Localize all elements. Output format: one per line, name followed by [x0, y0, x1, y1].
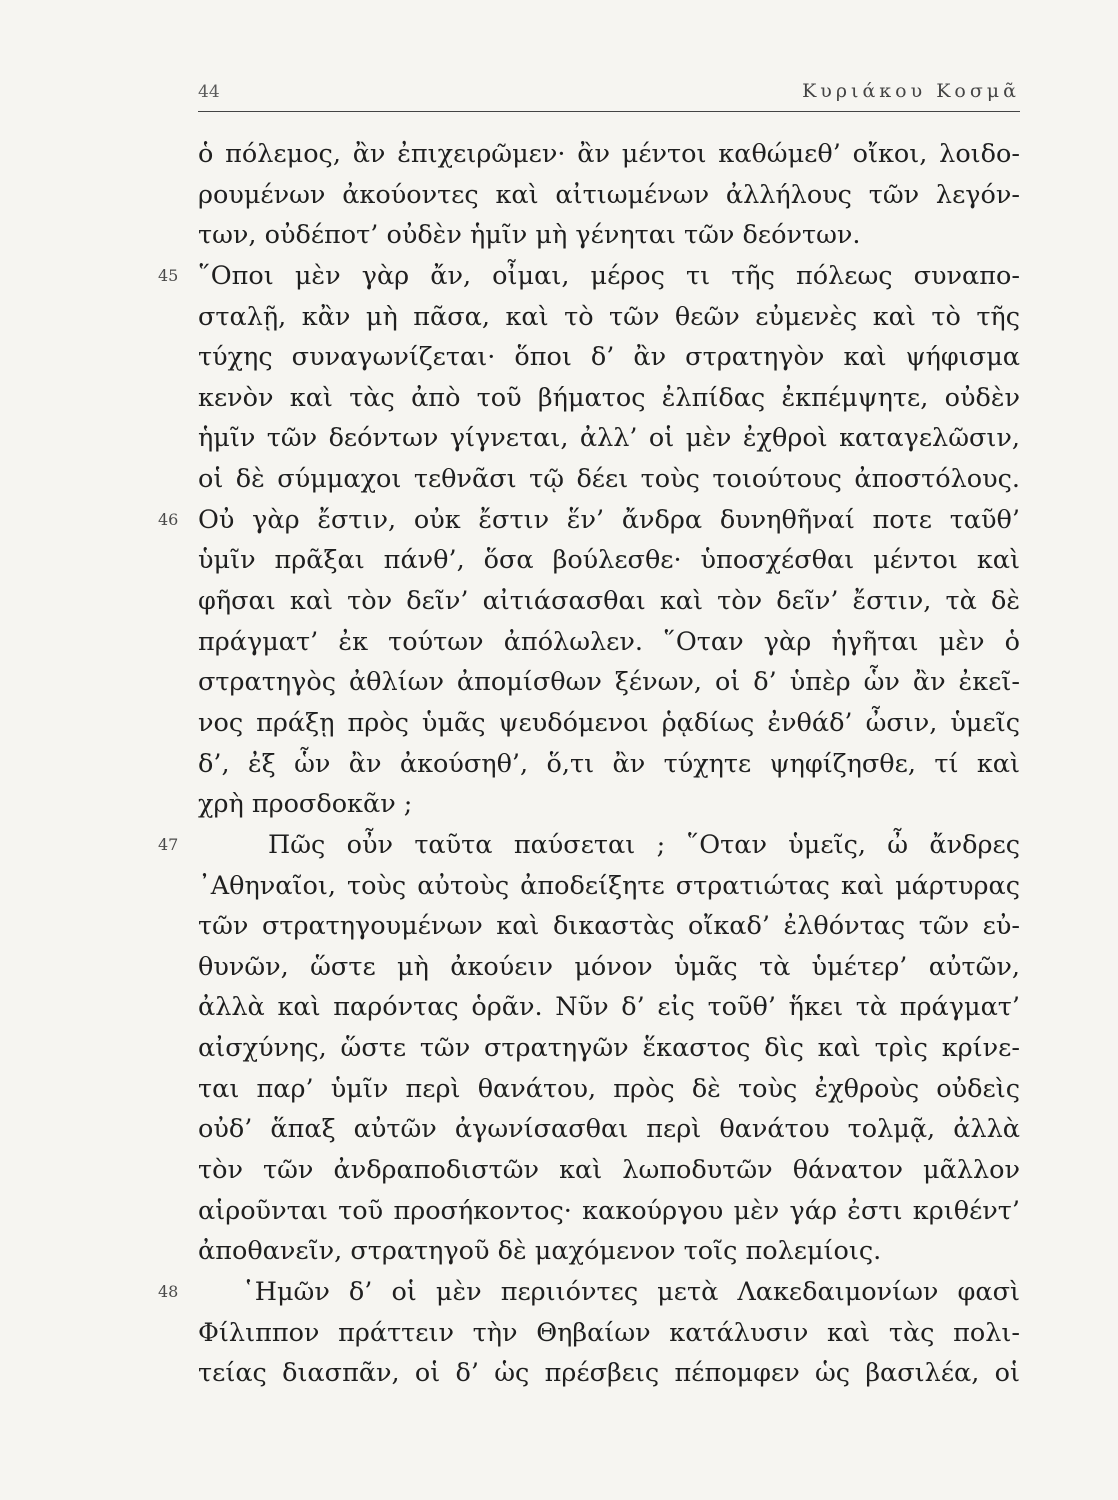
text-line: των, οὐδέποτ’ οὐδὲν ἡμῖν μὴ γένηται τῶν δεόντων.: [198, 220, 861, 251]
page-header: [198, 78, 1020, 112]
text-line: αἰσχύνης, ὥστε τῶν στρατηγῶν ἕκαστος δὶς καὶ τρὶς κρίνε-: [198, 1033, 1020, 1064]
text-line: χρὴ προσδοκᾶν ;: [198, 789, 413, 820]
text-line-content: ῞Οποι μὲν γὰρ ἄν, οἶμαι, μέρος τι τῆς πόλεως συναπο-: [198, 260, 1020, 291]
text-line: πράγματ’ ἐκ τούτων ἀπόλωλεν. ῞Οταν γὰρ ἡγῆται μὲν ὁ: [198, 626, 1020, 657]
text-line: ται παρ’ ὑμῖν περὶ θανάτου, πρὸς δὲ τοὺς ἐχθροὺς οὐδεὶς: [198, 1073, 1020, 1104]
text-line: ρουμένων ἀκούοντες καὶ αἰτιωμένων ἀλλήλους τῶν λεγόν-: [198, 179, 1020, 210]
text-line-content: Πῶς οὖν ταῦτα παύσεται ; ῞Οταν ὑμεῖς, ὦ ἄνδρες: [268, 829, 1020, 860]
text-line: τείας διασπᾶν, οἱ δ’ ὡς πρέσβεις πέπομφεν ὡς βασιλέα, οἱ: [198, 1358, 1020, 1389]
text-line-content: ῾Ημῶν δ’ οἱ μὲν περιιόντες μετὰ Λακεδαιμονίων φασὶ: [242, 1276, 1020, 1307]
text-line: στρατηγὸς ἀθλίων ἀπομίσθων ξένων, οἱ δ’ ὑπὲρ ὧν ἂν ἐκεῖ-: [198, 667, 1020, 698]
text-line: ἀποθανεῖν, στρατηγοῦ δὲ μαχόμενον τοῖς πολεμίοις.: [198, 1236, 882, 1267]
text-line: ᾽Αθηναῖοι, τοὺς αὐτοὺς ἀποδείξητε στρατιώτας καὶ μάρτυρας: [198, 870, 1020, 901]
text-line: τὸν τῶν ἀνδραποδιστῶν καὶ λωποδυτῶν θάνατον μᾶλλον: [198, 1155, 1020, 1186]
text-line: οἱ δὲ σύμμαχοι τεθνᾶσι τῷ δέει τοὺς τοιούτους ἀποστόλους.: [198, 464, 1020, 495]
text-line: ἀλλὰ καὶ παρόντας ὁρᾶν. Νῦν δ’ εἰς τοῦθ’ ἥκει τὰ πράγματ’: [198, 992, 1020, 1023]
running-title: Κυριάκου Κοσμᾶ: [802, 80, 1020, 102]
header-rule: [198, 111, 1020, 112]
text-line: ὑμῖν πρᾶξαι πάνθ’, ὅσα βούλεσθε· ὑποσχέσθαι μέντοι καὶ: [198, 545, 1020, 576]
section-number: 48: [158, 1281, 179, 1301]
text-line: κενὸν καὶ τὰς ἀπὸ τοῦ βήματος ἐλπίδας ἐκπέμψητε, οὐδὲν: [198, 382, 1020, 413]
text-line: φῆσαι καὶ τὸν δεῖν’ αἰτιάσασθαι καὶ τὸν δεῖν’ ἔστιν, τὰ δὲ: [198, 586, 1020, 617]
text-line: σταλῇ, κἂν μὴ πᾶσα, καὶ τὸ τῶν θεῶν εὐμενὲς καὶ τὸ τῆς: [198, 301, 1020, 332]
text-line: θυνῶν, ὥστε μὴ ἀκούειν μόνον ὑμᾶς τὰ ὑμέτερ’ αὐτῶν,: [198, 951, 1020, 982]
text-line: τῶν στρατηγουμένων καὶ δικαστὰς οἴκαδ’ ἐλθόντας τῶν εὐ-: [198, 911, 1020, 942]
text-line-content: Οὐ γὰρ ἔστιν, οὐκ ἔστιν ἕν’ ἄνδρα δυνηθῆναί ποτε ταῦθ’: [198, 504, 1020, 535]
text-line: οὐδ’ ἅπαξ αὐτῶν ἀγωνίσασθαι περὶ θανάτου τολμᾷ, ἀλλὰ: [198, 1114, 1020, 1145]
text-line: Φίλιππον πράττειν τὴν Θηβαίων κατάλυσιν καὶ τὰς πολι-: [198, 1317, 1020, 1348]
text-line: [158, 825, 1020, 866]
section-number: 45: [158, 265, 179, 285]
main-text: [158, 134, 1020, 1394]
text-line: [158, 1272, 1020, 1313]
text-line: ἡμῖν τῶν δεόντων γίγνεται, ἀλλ’ οἱ μὲν ἐχθροὶ καταγελῶσιν,: [198, 423, 1020, 454]
text-line: ὁ πόλεμος, ἂν ἐπιχειρῶμεν· ἂν μέντοι καθώμεθ’ οἴκοι, λοιδο-: [198, 139, 1020, 169]
text-line: τύχης συναγωνίζεται· ὅποι δ’ ἂν στρατηγὸν καὶ ψήφισμα: [198, 342, 1020, 373]
page-number: 44: [198, 82, 220, 102]
text-line: [158, 256, 1020, 297]
text-line: δ’, ἐξ ὧν ἂν ἀκούσηθ’, ὅ,τι ἂν τύχητε ψηφίζησθε, τί καὶ: [198, 748, 1020, 779]
text-line: νος πράξῃ πρὸς ὑμᾶς ψευδόμενοι ῥᾳδίως ἐνθάδ’ ὦσιν, ὑμεῖς: [198, 707, 1020, 738]
section-number: 46: [158, 509, 179, 529]
text-line: αἱροῦνται τοῦ προσήκοντος· κακούργου μὲν γάρ ἐστι κριθέντ’: [198, 1195, 1020, 1226]
text-line: [158, 500, 1020, 541]
section-number: 47: [158, 834, 179, 854]
